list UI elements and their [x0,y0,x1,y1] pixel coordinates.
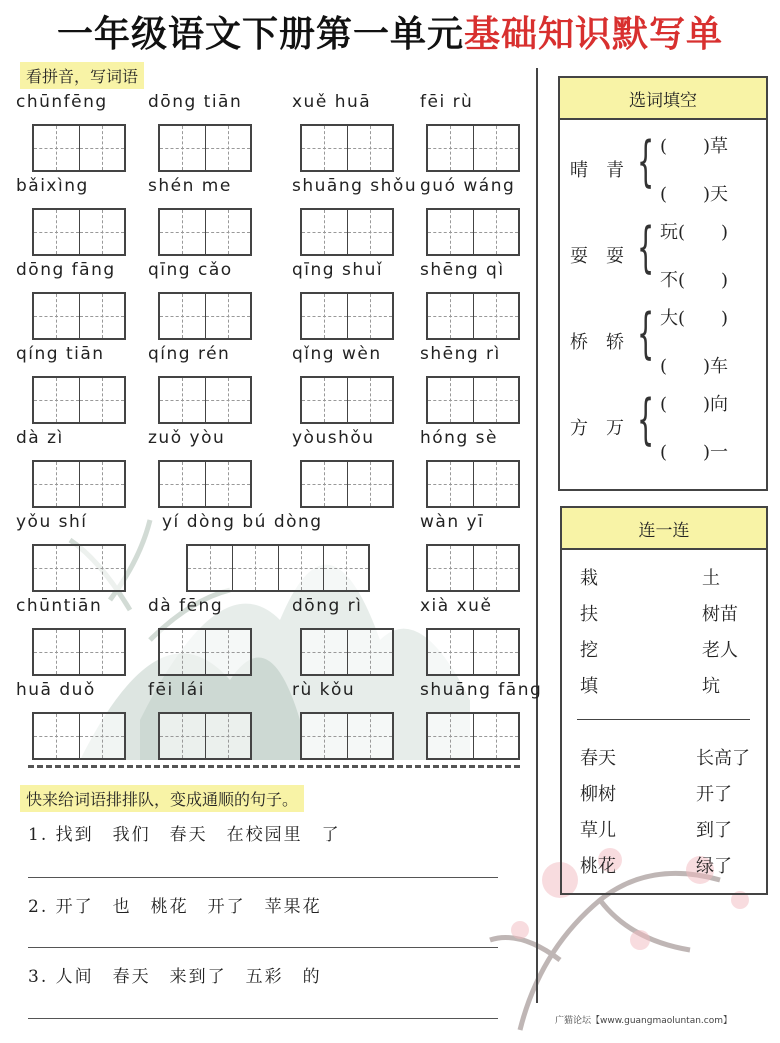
writing-grid[interactable] [32,712,126,760]
pinyin-label: fēi lái [148,680,205,700]
tian-zi-cell[interactable] [160,714,205,758]
tian-zi-cell[interactable] [347,210,393,254]
tian-zi-cell[interactable] [34,126,79,170]
page-title: 一年级语文下册第一单元基础知识默写单 [56,13,724,55]
fill-blank-option[interactable]: ( )向 [660,394,729,415]
word-choice-title: 选词填空 [560,78,766,120]
tian-zi-cell[interactable] [428,546,473,590]
pinyin-label: bǎixìng [16,176,89,196]
brace-icon: { [637,216,655,279]
tian-zi-cell[interactable] [160,210,205,254]
match-item[interactable]: 扶 [580,604,598,625]
tian-zi-cell[interactable] [205,210,251,254]
fill-blank-option[interactable]: 玩( ) [660,222,729,243]
tian-zi-cell[interactable] [160,294,205,338]
pinyin-label: qīng cǎo [148,260,233,280]
tian-zi-cell[interactable] [205,462,251,506]
tian-zi-cell[interactable] [205,294,251,338]
tian-zi-cell[interactable] [205,378,251,422]
writing-grid[interactable] [32,124,126,172]
writing-grid[interactable] [32,376,126,424]
writing-grid[interactable] [158,712,252,760]
pinyin-label: shén me [148,176,232,196]
fill-blank-option[interactable]: ( )天 [660,184,729,205]
pinyin-label: yí dòng bú dòng [162,512,323,532]
match-item[interactable]: 填 [580,676,598,697]
tian-zi-cell[interactable] [79,378,125,422]
brace-icon: { [637,388,655,451]
section-label-sentence: 快来给词语排排队，变成通顺的句子。 [20,785,304,812]
pinyin-label: chūntiān [16,596,103,616]
section-label-pinyin: 看拼音，写词语 [20,62,144,89]
pinyin-label: hóng sè [420,428,498,448]
writing-grid[interactable] [426,628,520,676]
brace-icon: { [637,302,655,365]
tian-zi-cell[interactable] [205,714,251,758]
tian-zi-cell[interactable] [302,630,347,674]
tian-zi-cell[interactable] [347,462,393,506]
tian-zi-cell[interactable] [323,546,368,590]
tian-zi-cell[interactable] [347,714,393,758]
fill-blank-option[interactable]: ( )车 [660,356,729,377]
match-item[interactable]: 树苗 [702,604,738,625]
tian-zi-cell[interactable] [302,462,347,506]
match-item[interactable]: 柳树 [580,784,616,805]
pinyin-label: rù kǒu [292,680,356,700]
tian-zi-cell[interactable] [34,546,79,590]
tian-zi-cell[interactable] [34,462,79,506]
match-item[interactable]: 栽 [580,568,598,589]
match-item[interactable]: 老人 [702,640,738,661]
tian-zi-cell[interactable] [428,630,473,674]
tian-zi-cell[interactable] [347,126,393,170]
writing-grid[interactable] [426,292,520,340]
pinyin-label: qǐng wèn [292,344,382,364]
pinyin-label: qíng tiān [16,344,105,364]
pinyin-label: shuāng shǒu [292,176,418,196]
tian-zi-cell[interactable] [302,210,347,254]
writing-grid[interactable] [158,208,252,256]
match-item[interactable]: 到了 [696,820,732,841]
match-item[interactable]: 草儿 [580,820,616,841]
sentence-3: 3. 人间 春天 来到了 五彩 的 [28,967,322,987]
tian-zi-cell[interactable] [160,126,205,170]
match-item[interactable]: 土 [702,568,720,589]
pinyin-label: dà zì [16,428,64,448]
writing-grid[interactable] [32,208,126,256]
match-item[interactable]: 长高了 [696,748,750,769]
tian-zi-cell[interactable] [34,210,79,254]
writing-grid[interactable] [300,208,394,256]
pinyin-label: wàn yī [420,512,485,532]
writing-grid[interactable] [158,292,252,340]
pinyin-label: guó wáng [420,176,516,196]
answer-line-3[interactable] [28,1018,498,1019]
fill-blank-option[interactable]: 不( ) [660,270,729,291]
tian-zi-cell[interactable] [473,378,519,422]
writing-grid[interactable] [158,460,252,508]
choice-word-pair: 晴 青 [570,160,624,181]
column-divider [536,68,538,1003]
tian-zi-cell[interactable] [188,546,232,590]
tian-zi-cell[interactable] [160,630,205,674]
writing-grid[interactable] [426,460,520,508]
pinyin-label: dōng tiān [148,92,243,112]
pinyin-label: huā duǒ [16,680,96,700]
choice-word-pair: 桥 轿 [570,332,624,353]
writing-grid[interactable] [32,292,126,340]
tian-zi-cell[interactable] [302,378,347,422]
sentence-1: 1. 找到 我们 春天 在校园里 了 [28,825,341,845]
tian-zi-cell[interactable] [34,378,79,422]
writing-grid[interactable] [426,544,520,592]
writing-grid[interactable] [300,292,394,340]
fill-blank-option[interactable]: 大( ) [660,308,729,329]
tian-zi-cell[interactable] [79,210,125,254]
writing-grid[interactable] [426,208,520,256]
writing-grid[interactable] [426,376,520,424]
tian-zi-cell[interactable] [302,294,347,338]
fill-blank-option[interactable]: ( )草 [660,136,729,157]
writing-grid[interactable] [32,460,126,508]
tian-zi-cell[interactable] [473,126,519,170]
tian-zi-cell[interactable] [79,630,125,674]
writing-grid[interactable] [186,544,370,592]
tian-zi-cell[interactable] [34,714,79,758]
tian-zi-cell[interactable] [473,714,519,758]
tian-zi-cell[interactable] [428,462,473,506]
pinyin-label: yòushǒu [292,428,375,448]
tian-zi-cell[interactable] [302,126,347,170]
tian-zi-cell[interactable] [473,294,519,338]
matching-separator [577,719,750,720]
tian-zi-cell[interactable] [79,294,125,338]
writing-grid[interactable] [158,628,252,676]
tian-zi-cell[interactable] [473,546,519,590]
tian-zi-cell[interactable] [347,630,393,674]
tian-zi-cell[interactable] [428,126,473,170]
pinyin-label: xià xuě [420,596,493,616]
tian-zi-cell[interactable] [79,126,125,170]
tian-zi-cell[interactable] [302,714,347,758]
sentence-2: 2. 开了 也 桃花 开了 苹果花 [28,897,322,917]
match-item[interactable]: 坑 [702,676,720,697]
tian-zi-cell[interactable] [428,378,473,422]
pinyin-label: dōng rì [292,596,363,616]
pinyin-label: shēng rì [420,344,501,364]
choice-word-pair: 方 万 [570,418,624,439]
section-divider [28,765,520,768]
writing-grid[interactable] [300,712,394,760]
pinyin-label: dōng fāng [16,260,116,280]
tian-zi-cell[interactable] [473,630,519,674]
writing-grid[interactable] [426,124,520,172]
tian-zi-cell[interactable] [428,210,473,254]
pinyin-label: dà fēng [148,596,224,616]
tian-zi-cell[interactable] [278,546,323,590]
writing-grid[interactable] [300,124,394,172]
pinyin-label: fēi rù [420,92,474,112]
match-item[interactable]: 春天 [580,748,616,769]
tian-zi-cell[interactable] [79,546,125,590]
tian-zi-cell[interactable] [428,294,473,338]
writing-grid[interactable] [32,544,126,592]
tian-zi-cell[interactable] [160,378,205,422]
tian-zi-cell[interactable] [34,294,79,338]
pinyin-label: chūnfēng [16,92,108,112]
match-item[interactable]: 挖 [580,640,598,661]
pinyin-label: zuǒ yòu [148,428,226,448]
tian-zi-cell[interactable] [79,714,125,758]
matching-title: 连一连 [562,508,766,550]
choice-word-pair: 耍 耍 [570,246,624,267]
writing-grid[interactable] [426,712,520,760]
writing-grid[interactable] [32,628,126,676]
tian-zi-cell[interactable] [205,126,251,170]
tian-zi-cell[interactable] [160,462,205,506]
writing-grid[interactable] [300,460,394,508]
tian-zi-cell[interactable] [473,210,519,254]
pinyin-label: shuāng fāng [420,680,543,700]
pinyin-label: yǒu shí [16,512,88,532]
pinyin-label: shēng qì [420,260,505,280]
tian-zi-cell[interactable] [34,630,79,674]
footer-source: 广猫论坛【www.guangmaoluntan.com】 [555,1016,732,1026]
writing-grid[interactable] [300,376,394,424]
pinyin-label: qíng rén [148,344,231,364]
tian-zi-cell[interactable] [473,462,519,506]
tian-zi-cell[interactable] [347,294,393,338]
tian-zi-cell[interactable] [79,462,125,506]
answer-line-1[interactable] [28,877,498,878]
writing-grid[interactable] [158,376,252,424]
writing-grid[interactable] [158,124,252,172]
match-item[interactable]: 开了 [696,784,732,805]
answer-line-2[interactable] [28,947,498,948]
match-item[interactable]: 绿了 [696,856,732,877]
brace-icon: { [637,130,655,193]
tian-zi-cell[interactable] [347,378,393,422]
tian-zi-cell[interactable] [428,714,473,758]
writing-grid[interactable] [300,628,394,676]
match-item[interactable]: 桃花 [580,856,616,877]
pinyin-label: xuě huā [292,92,372,112]
pinyin-label: qīng shuǐ [292,260,384,280]
tian-zi-cell[interactable] [232,546,277,590]
tian-zi-cell[interactable] [205,630,251,674]
fill-blank-option[interactable]: ( )一 [660,442,729,463]
